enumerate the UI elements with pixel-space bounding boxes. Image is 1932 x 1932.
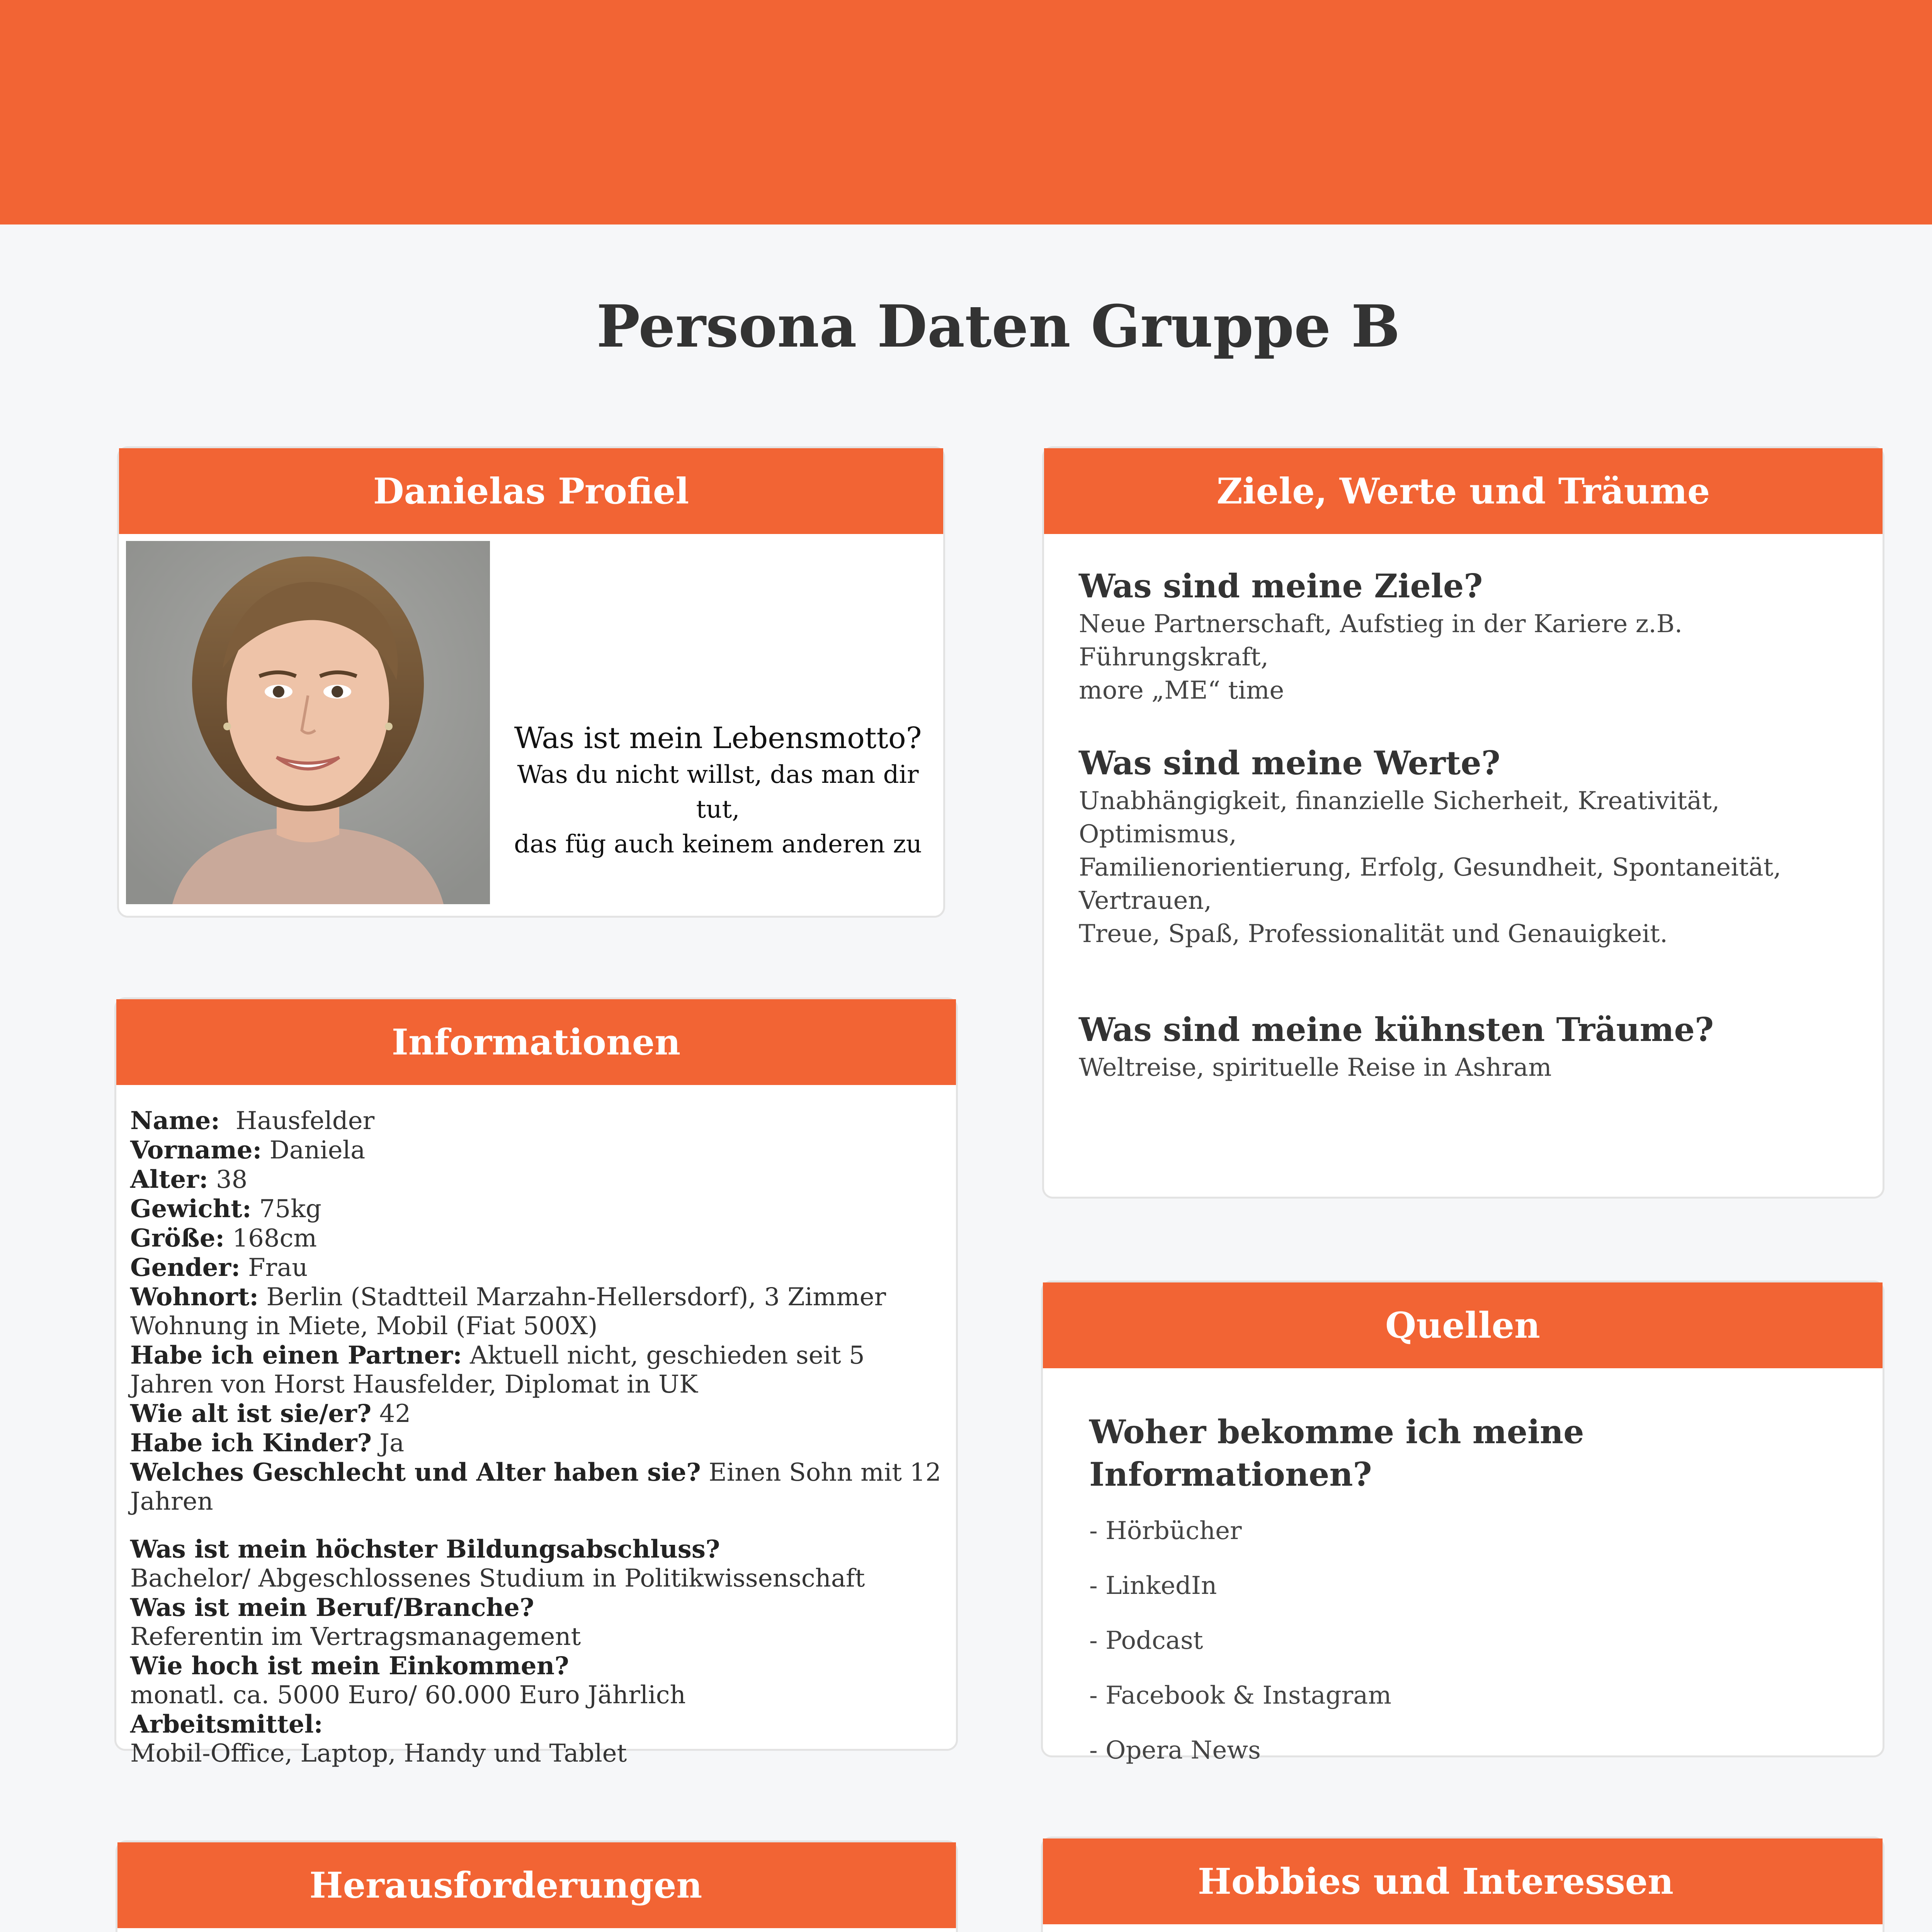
source-item-podcast: - Podcast (1089, 1626, 1203, 1655)
person-portrait-photo (126, 541, 490, 904)
info-row-partner: Habe ich einen Partner: Aktuell nicht, geschieden seit 5 Jahren von Horst Hausfelder, Diplomat in UK (130, 1341, 865, 1399)
sources-header: Quellen (1043, 1282, 1883, 1368)
info-tools-label: Arbeitsmittel: (130, 1710, 323, 1739)
challenges-body (117, 1928, 956, 1932)
info-education-value: Bachelor/ Abgeschlossenes Studium in Politikwissenschaft (130, 1564, 865, 1593)
goals-body (1044, 534, 1883, 1084)
info-row-name: Name: Hausfelder (130, 1106, 375, 1135)
information-body (116, 1085, 956, 1768)
goals-answer-line-2: more „ME“ time (1079, 676, 1284, 705)
motto-block (505, 719, 930, 862)
portrait-svg (126, 541, 490, 904)
source-item-linkedin: - LinkedIn (1089, 1571, 1217, 1600)
source-item-opera-news: - Opera News (1089, 1736, 1261, 1765)
sources-question: Woher bekomme ich meine Informationen? (1089, 1413, 1584, 1493)
info-row-wohnort: Wohnort: Berlin (Stadtteil Marzahn-Hellersdorf), 3 Zimmer Wohnung in Miete, Mobil (Fiat 500X) (130, 1282, 886, 1340)
goals-question: Was sind meine Ziele? (1079, 567, 1483, 605)
information-header: Informationen (116, 999, 956, 1085)
values-answer-line-3: Treue, Spaß, Professionalität und Genauigkeit. (1079, 920, 1668, 948)
info-job-label: Was ist mein Beruf/Branche? (130, 1593, 534, 1622)
info-row-kinder: Habe ich Kinder? Ja (130, 1429, 405, 1458)
info-row-alter: Alter: 38 (130, 1165, 248, 1194)
values-question: Was sind meine Werte? (1079, 744, 1500, 782)
top-banner (0, 0, 1932, 224)
sources-body (1043, 1368, 1883, 1778)
values-answer-line-1: Unabhängigkeit, finanzielle Sicherheit, Kreativität, Optimismus, (1079, 787, 1720, 849)
dreams-answer: Weltreise, spirituelle Reise in Ashram (1079, 1053, 1552, 1082)
values-answer-line-2: Familienorientierung, Erfolg, Gesundheit, Spontaneität, Vertrauen, (1079, 853, 1781, 915)
hobbies-body (1043, 1924, 1883, 1932)
info-job-value: Referentin im Vertragsmanagement (130, 1622, 581, 1651)
information-card (114, 997, 958, 1768)
info-row-gewicht: Gewicht: 75kg (130, 1194, 321, 1223)
dreams-question: Was sind meine kühnsten Träume? (1079, 1010, 1714, 1049)
challenges-header: Herausforderungen (117, 1842, 956, 1928)
motto-question: Was ist mein Lebensmotto? (514, 721, 922, 755)
goals-header: Ziele, Werte und Träume (1044, 448, 1883, 534)
source-item-facebook-instagram: - Facebook & Instagram (1089, 1681, 1391, 1710)
info-education-label: Was ist mein höchster Bildungsabschluss? (130, 1535, 720, 1564)
goals-card (1042, 446, 1884, 1199)
info-row-vorname: Vorname: Daniela (130, 1136, 366, 1165)
hobbies-card (1041, 1837, 1884, 1932)
page-title: Persona Daten Gruppe B (596, 293, 1400, 361)
info-row-groesse: Größe: 168cm (130, 1224, 317, 1253)
info-row-gender: Gender: Frau (130, 1253, 308, 1282)
goals-answer-line-1: Neue Partnerschaft, Aufstieg in der Kariere z.B. Führungskraft, (1079, 610, 1683, 672)
profile-header: Danielas Profiel (119, 448, 943, 534)
info-row-partner-age: Wie alt ist sie/er? 42 (130, 1399, 411, 1428)
motto-line-2: das füg auch keinem anderen zu (514, 830, 922, 859)
source-item-hoerbuecher: - Hörbücher (1089, 1517, 1242, 1545)
info-income-value: monatl. ca. 5000 Euro/ 60.000 Euro Jährlich (130, 1681, 686, 1709)
info-income-label: Wie hoch ist mein Einkommen? (130, 1651, 569, 1680)
profile-card (117, 446, 945, 918)
sources-card (1041, 1281, 1884, 1765)
info-row-kinder-details: Welches Geschlecht und Alter haben sie? Einen Sohn mit 12 Jahren (130, 1458, 941, 1516)
hobbies-header: Hobbies und Interessen (1043, 1838, 1883, 1924)
motto-line-1: Was du nicht willst, das man dir tut, (517, 760, 919, 824)
challenges-card (116, 1840, 958, 1932)
info-tools-value: Mobil-Office, Laptop, Handy und Tablet (130, 1739, 627, 1768)
